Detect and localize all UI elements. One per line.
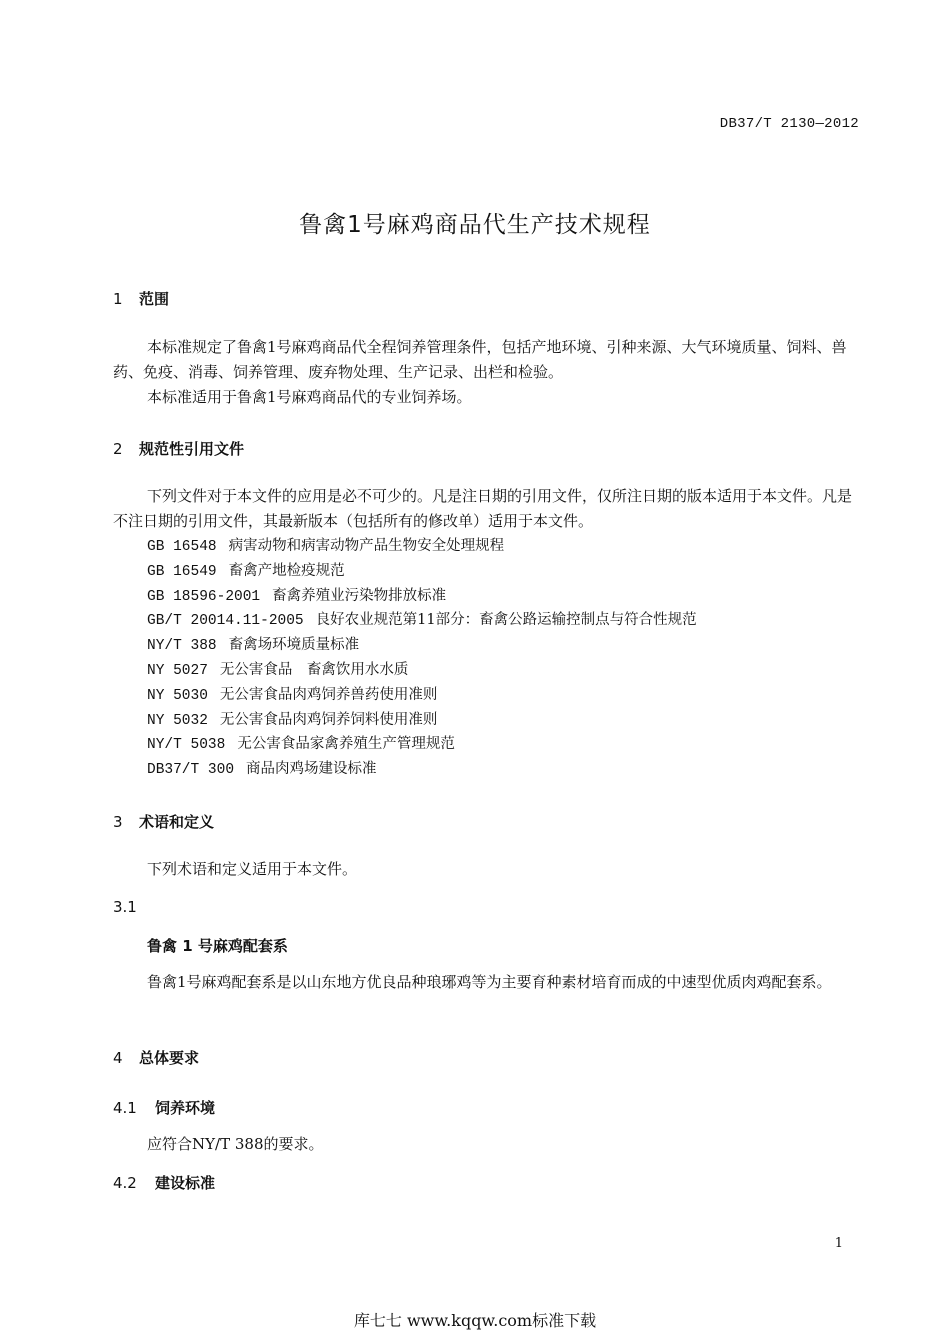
reference-name: 无公害食品家禽养殖生产管理规范 — [237, 736, 455, 753]
reference-item — [147, 757, 377, 783]
reference-item — [147, 708, 437, 734]
section-heading-1 — [113, 288, 169, 309]
reference-name: 无公害食品肉鸡饲养兽药使用准则 — [219, 686, 438, 703]
reference-name: 无公害食品 畜禽饮用水水质 — [219, 662, 409, 678]
section-title: 建设标准 — [155, 1174, 216, 1192]
section-number: 1 — [113, 290, 123, 308]
subsection-number-3-1: 3.1 — [113, 898, 137, 916]
reference-item — [147, 658, 408, 684]
reference-code: GB 16548 — [147, 539, 217, 555]
paragraph-terms-intro: 下列术语和定义适用于本文件。 — [147, 860, 358, 878]
reference-item — [147, 633, 359, 659]
reference-name: 良好农业规范第11部分：畜禽公路运输控制点与符合性规范 — [315, 612, 697, 629]
reference-name: 病害动物和病害动物产品生物安全处理规程 — [228, 538, 505, 554]
section-title: 饲养环境 — [155, 1099, 216, 1117]
footer-watermark: 库七七 www.kqqw.com标准下载 — [353, 1311, 597, 1330]
paragraph-normative-intro: 下列文件对于本文件的应用是必不可少的。凡是注日期的引用文件，仅所注日期的版本适用于本文件。凡是不注日期的引用文件，其最新版本（包括所有的修改单）适用于本文件。 — [113, 487, 853, 530]
reference-code: NY/T 5038 — [147, 737, 226, 754]
section-heading-2 — [113, 438, 244, 459]
section-heading-4-2 — [113, 1172, 215, 1193]
paragraph-scope: 本标准规定了鲁禽1号麻鸡商品代全程饲养管理条件，包括产地环境、引种来源、大气环境质量、饲料、兽药、免疫、消毒、饲养管理、废弃物处理、生产记录、出栏和检验。 — [113, 338, 847, 381]
section-title: 总体要求 — [139, 1049, 200, 1067]
reference-name: 商品肉鸡场建设标准 — [246, 761, 377, 778]
reference-code: DB37/T 300 — [147, 762, 235, 779]
reference-item — [147, 534, 504, 560]
reference-item — [147, 683, 437, 709]
standard-code: DB37/T 2130—2012 — [719, 116, 859, 132]
reference-item — [147, 732, 455, 758]
reference-code: NY 5030 — [147, 687, 208, 704]
section-title: 范围 — [139, 290, 170, 308]
reference-name: 畜禽场环境质量标准 — [228, 637, 360, 654]
reference-name: 畜禽养殖业污染物排放标准 — [272, 587, 447, 604]
section-heading-4-1 — [113, 1097, 215, 1118]
section-number: 4.1 — [113, 1099, 137, 1117]
section-number: 3 — [113, 813, 123, 831]
reference-item — [147, 559, 345, 585]
section-number: 4.2 — [113, 1174, 137, 1192]
reference-name: 畜禽产地检疫规范 — [228, 562, 345, 579]
term-heading: 鲁禽 1 号麻鸡配套系 — [147, 937, 288, 955]
reference-code: GB/T 20014.11-2005 — [147, 613, 304, 630]
document-title: 鲁禽1号麻鸡商品代生产技术规程 — [299, 212, 651, 238]
paragraph-applicability: 本标准适用于鲁禽1号麻鸡商品代的专业饲养场。 — [147, 388, 472, 406]
reference-code: NY/T 388 — [147, 638, 217, 655]
section-heading-4 — [113, 1047, 199, 1068]
term-definition: 鲁禽1号麻鸡配套系是以山东地方优良品种琅琊鸡等为主要育种素材培育而成的中速型优质肉鸡配套系。 — [147, 973, 832, 991]
section-heading-3 — [113, 811, 214, 832]
reference-code: GB 16549 — [147, 563, 217, 580]
section-title: 规范性引用文件 — [139, 440, 245, 458]
reference-code: GB 18596-2001 — [147, 588, 261, 605]
page-number: 1 — [834, 1236, 843, 1251]
reference-name: 无公害食品肉鸡饲养饲料使用准则 — [219, 711, 438, 728]
reference-item — [147, 584, 446, 610]
reference-code: NY 5027 — [147, 663, 208, 679]
section-title: 术语和定义 — [139, 813, 215, 831]
reference-code: NY 5032 — [147, 712, 208, 729]
reference-item — [147, 608, 697, 634]
paragraph-feeding-environment: 应符合NY/T 388的要求。 — [147, 1135, 324, 1153]
section-number: 2 — [113, 440, 123, 458]
section-number: 4 — [113, 1049, 123, 1067]
